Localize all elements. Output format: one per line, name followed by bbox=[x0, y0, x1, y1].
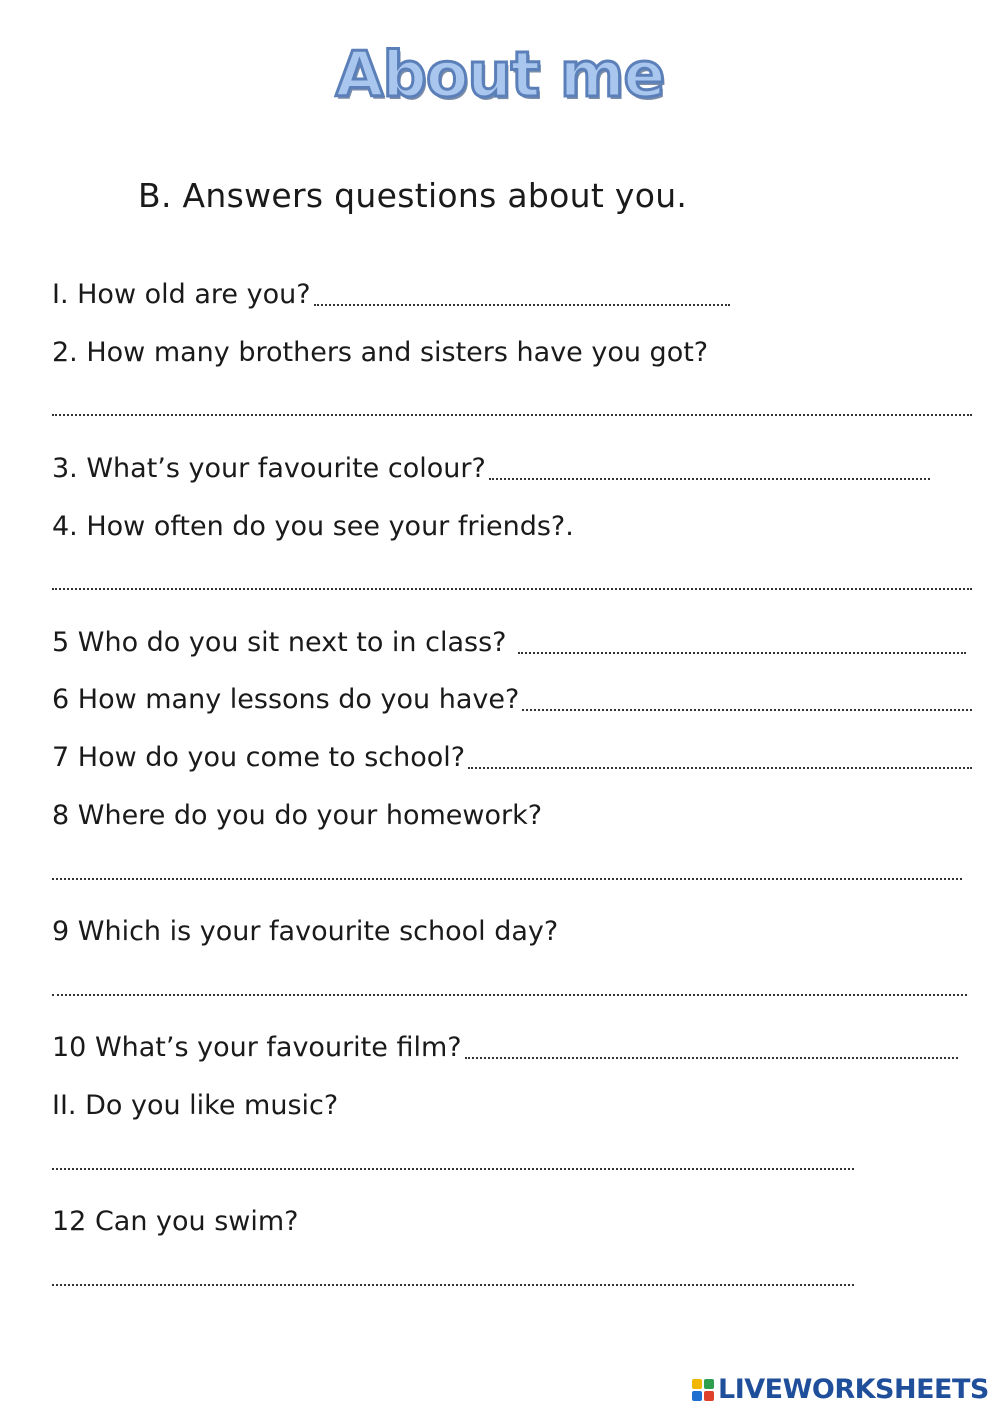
question-6 bbox=[52, 683, 972, 717]
question-5 bbox=[52, 626, 966, 660]
question-12 bbox=[52, 1205, 299, 1239]
question-7-text: 7 How do you come to school? bbox=[52, 742, 466, 773]
question-7 bbox=[52, 741, 972, 775]
liveworksheets-logo[interactable] bbox=[692, 1374, 989, 1405]
answer-line-3[interactable] bbox=[489, 478, 930, 480]
answer-line-4[interactable] bbox=[52, 588, 972, 590]
question-10 bbox=[52, 1031, 958, 1065]
question-2-text: 2. How many brothers and sisters have you got? bbox=[52, 337, 709, 368]
answer-line-2[interactable] bbox=[52, 414, 972, 416]
answer-line-1[interactable] bbox=[314, 304, 730, 306]
section-instruction: B. Answers questions about you. bbox=[138, 176, 688, 215]
answer-line-11[interactable] bbox=[52, 1168, 854, 1170]
question-11 bbox=[52, 1089, 338, 1123]
question-8-text: 8 Where do you do your homework? bbox=[52, 800, 543, 831]
answer-line-8[interactable] bbox=[52, 878, 962, 880]
logo-square-3 bbox=[692, 1391, 702, 1401]
worksheet-title: About me bbox=[335, 38, 665, 111]
question-3-text: 3. What’s your favourite colour? bbox=[52, 453, 486, 484]
liveworksheets-logo-icon bbox=[692, 1379, 714, 1401]
question-6-text: 6 How many lessons do you have? bbox=[52, 684, 520, 715]
answer-line-5[interactable] bbox=[518, 652, 966, 654]
question-9 bbox=[52, 915, 558, 949]
question-10-text: 10 What’s your favourite film? bbox=[52, 1032, 462, 1063]
answer-line-12[interactable] bbox=[52, 1284, 854, 1286]
question-1-text: I. How old are you? bbox=[52, 279, 311, 310]
question-1 bbox=[52, 278, 730, 312]
answer-line-6[interactable] bbox=[522, 709, 972, 711]
answer-line-10[interactable] bbox=[465, 1057, 958, 1059]
question-9-text: 9 Which is your favourite school day? bbox=[52, 916, 559, 947]
question-4-text: 4. How often do you see your friends?. bbox=[52, 511, 574, 542]
logo-square-1 bbox=[692, 1379, 702, 1389]
question-3 bbox=[52, 452, 930, 486]
liveworksheets-logo-text: LIVEWORKSHEETS bbox=[718, 1374, 989, 1405]
answer-line-7[interactable] bbox=[468, 767, 972, 769]
question-12-text: 12 Can you swim? bbox=[52, 1206, 299, 1237]
question-2 bbox=[52, 336, 708, 370]
logo-square-4 bbox=[704, 1391, 714, 1401]
answer-line-9[interactable] bbox=[52, 994, 967, 996]
question-4 bbox=[52, 510, 574, 544]
question-8 bbox=[52, 799, 542, 833]
question-5-text: 5 Who do you sit next to in class? bbox=[52, 627, 507, 658]
question-11-text: II. Do you like music? bbox=[52, 1090, 339, 1121]
logo-square-2 bbox=[704, 1379, 714, 1389]
